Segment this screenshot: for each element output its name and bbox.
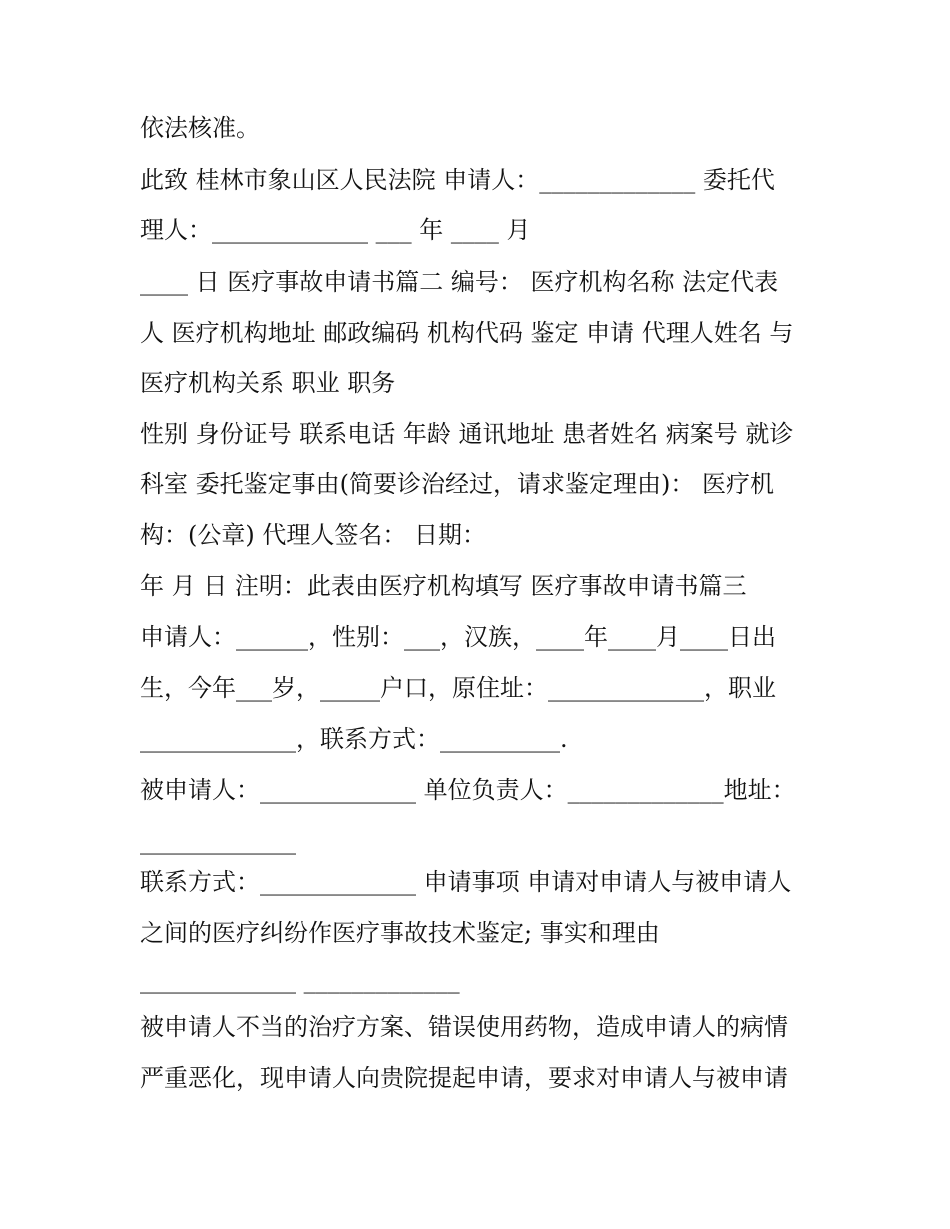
- text-line: 申请人：______，性别：___，汉族，____年____月____日出: [140, 623, 776, 651]
- text-line: _____________: [140, 827, 296, 855]
- text-line: 理人：_____________ ___ 年 ____ 月: [140, 216, 531, 244]
- text-line: ____ 日 医疗事故申请书篇二 编号： 医疗机构名称 法定代表: [140, 268, 779, 296]
- text-line: 科室 委托鉴定事由(简要诊治经过，请求鉴定理由)： 医疗机: [140, 470, 774, 498]
- text-line: 生，今年___岁，_____户口，原住址：_____________，职业: [140, 674, 776, 702]
- text-line: 严重恶化，现申请人向贵院提起申请，要求对申请人与被申请: [140, 1064, 788, 1092]
- text-line: 医疗机构关系 职业 职务: [140, 369, 396, 397]
- text-line: 构：(公章) 代理人签名： 日期：: [140, 521, 486, 549]
- text-line: 人 医疗机构地址 邮政编码 机构代码 鉴定 申请 代理人姓名 与: [140, 319, 794, 347]
- text-line: 被申请人不当的治疗方案、错误使用药物，造成申请人的病情: [140, 1013, 788, 1041]
- text-line: 性别 身份证号 联系电话 年龄 通讯地址 患者姓名 病案号 就诊: [140, 420, 794, 448]
- text-line: 联系方式：_____________ 申请事项 申请对申请人与被申请人: [140, 868, 792, 896]
- text-line: 被申请人：_____________ 单位负责人：_____________地址：: [140, 776, 796, 804]
- text-line: 此致 桂林市象山区人民法院 申请人：_____________ 委托代: [140, 166, 775, 194]
- text-line: 之间的医疗纠纷作医疗事故技术鉴定; 事实和理由: [140, 919, 660, 947]
- text-line: 依法核准。: [140, 114, 260, 142]
- text-line: 年 月 日 注明：此表由医疗机构填写 医疗事故申请书篇三: [140, 572, 747, 600]
- text-line: _____________ _____________: [140, 966, 460, 994]
- text-line: _____________，联系方式：__________.: [140, 725, 568, 753]
